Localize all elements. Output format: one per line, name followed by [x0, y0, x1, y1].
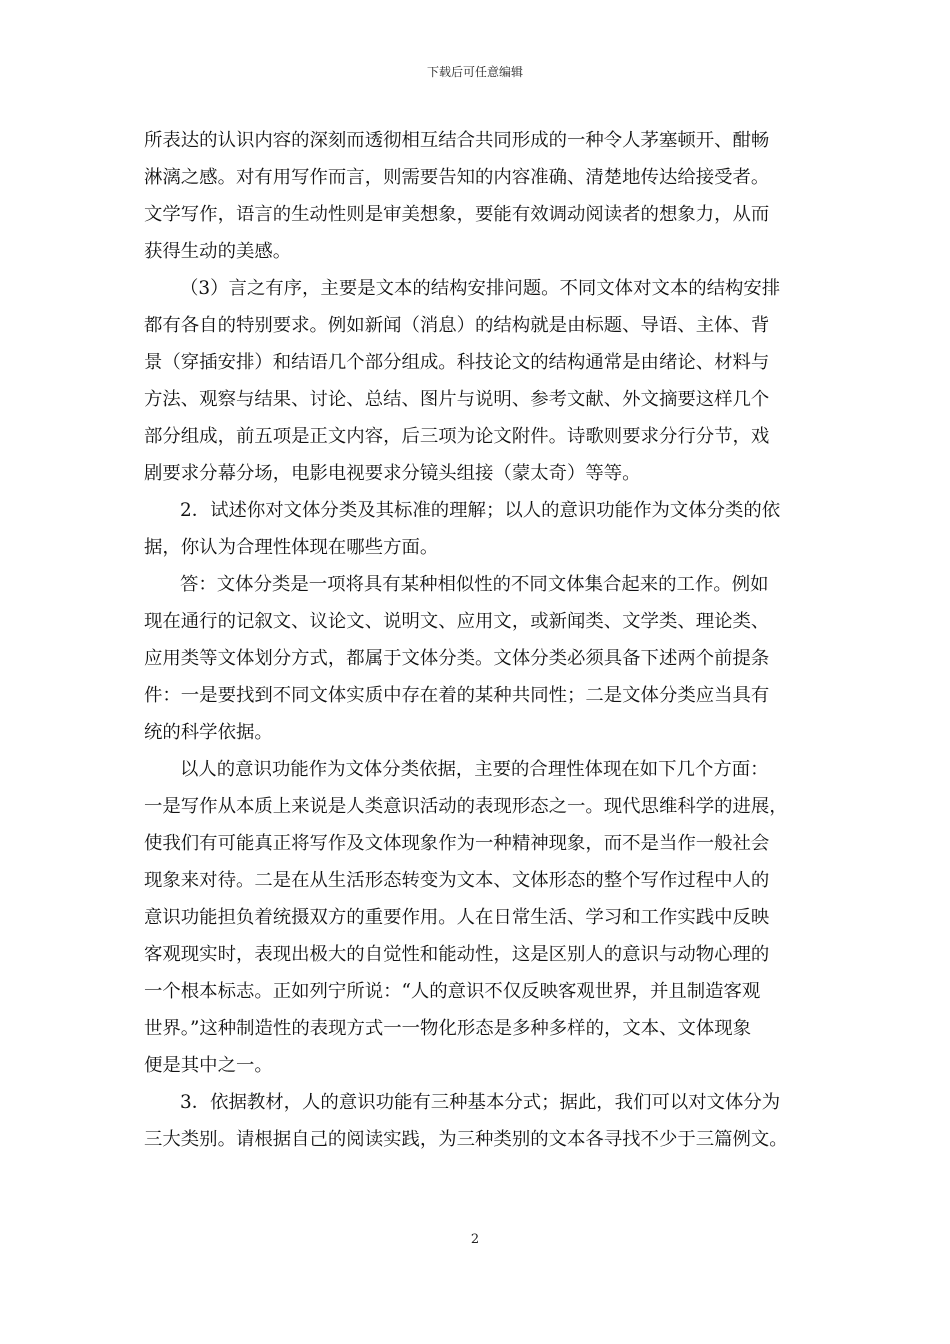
body-line: 文学写作，语言的生动性则是审美想象，要能有效调动阅读者的想象力，从而: [144, 204, 770, 225]
body-line: 世界。”这种制造性的表现方式一一物化形态是多种多样的，文本、文体现象: [144, 1018, 752, 1039]
paragraph-first-line: 以人的意识功能作为文体分类依据，主要的合理性体现在如下几个方面：: [180, 759, 769, 780]
body-line: 都有各自的特别要求。例如新闻（消息）的结构就是由标题、导语、主体、背: [144, 315, 770, 336]
body-line: 获得生动的美感。: [144, 241, 292, 262]
answer-first-line: 答：文体分类是一项将具有某种相似性的不同文体集合起来的工作。例如: [180, 574, 769, 595]
body-line: 统的科学依据。: [144, 722, 273, 743]
page-header: 下载后可任意编辑: [426, 65, 523, 79]
body-line: 部分组成，前五项是正文内容，后三项为论文附件。诗歌则要求分行分节，戏: [144, 426, 770, 447]
body-line: 便是其中之一。: [144, 1055, 273, 1076]
body-line: 件：一是要找到不同文体实质中存在着的某种共同性；二是文体分类应当具有: [144, 685, 770, 706]
body-line: 现在通行的记叙文、议论文、说明文、应用文，或新闻类、文学类、理论类、: [144, 611, 770, 632]
body-line: 意识功能担负着统摄双方的重要作用。人在日常生活、学习和工作实践中反映: [144, 907, 770, 928]
page-number: 2: [470, 1232, 480, 1247]
body-line: 剧要求分幕分场，电影电视要求分镜头组接（蒙太奇）等等。: [144, 463, 641, 484]
question-3-first-line: 3．依据教材，人的意识功能有三种基本分式；据此，我们可以对文体分为: [180, 1092, 781, 1113]
body-line: 客观现实时，表现出极大的自觉性和能动性，这是区别人的意识与动物心理的: [144, 944, 770, 965]
body-line: 据，你认为合理性体现在哪些方面。: [144, 537, 439, 558]
body-line: 淋漓之感。对有用写作而言，则需要告知的内容准确、清楚地传达给接受者。: [144, 167, 770, 188]
body-line: 方法、观察与结果、讨论、总结、图片与说明、参考文献、外文摘要这样几个: [144, 389, 770, 410]
paragraph-first-line: （3）言之有序，主要是文本的结构安排问题。不同文体对文本的结构安排: [180, 278, 781, 299]
question-2-first-line: 2．试述你对文体分类及其标准的理解；以人的意识功能作为文体分类的依: [180, 500, 781, 521]
body-line: 一个根本标志。正如列宁所说：“人的意识不仅反映客观世界，并且制造客观: [144, 981, 761, 1002]
body-line: 现象来对待。二是在从生活形态转变为文本、文体形态的整个写作过程中人的: [144, 870, 770, 891]
body-line: 使我们有可能真正将写作及文体现象作为一种精神现象，而不是当作一般社会: [144, 833, 770, 854]
body-line: 一是写作从本质上来说是人类意识活动的表现形态之一。现代思维科学的进展，: [144, 796, 788, 817]
body-line: 应用类等文体划分方式，都属于文体分类。文体分类必须具备下述两个前提条: [144, 648, 770, 669]
body-line: 三大类别。请根据自己的阅读实践，为三种类别的文本各寻找不少于三篇例文。: [144, 1129, 788, 1150]
body-line: 景（穿插安排）和结语几个部分组成。科技论文的结构通常是由绪论、材料与: [144, 352, 770, 373]
document-body: [144, 122, 820, 1158]
body-line: 所表达的认识内容的深刻而透彻相互结合共同形成的一种令人茅塞顿开、酣畅: [144, 130, 770, 151]
